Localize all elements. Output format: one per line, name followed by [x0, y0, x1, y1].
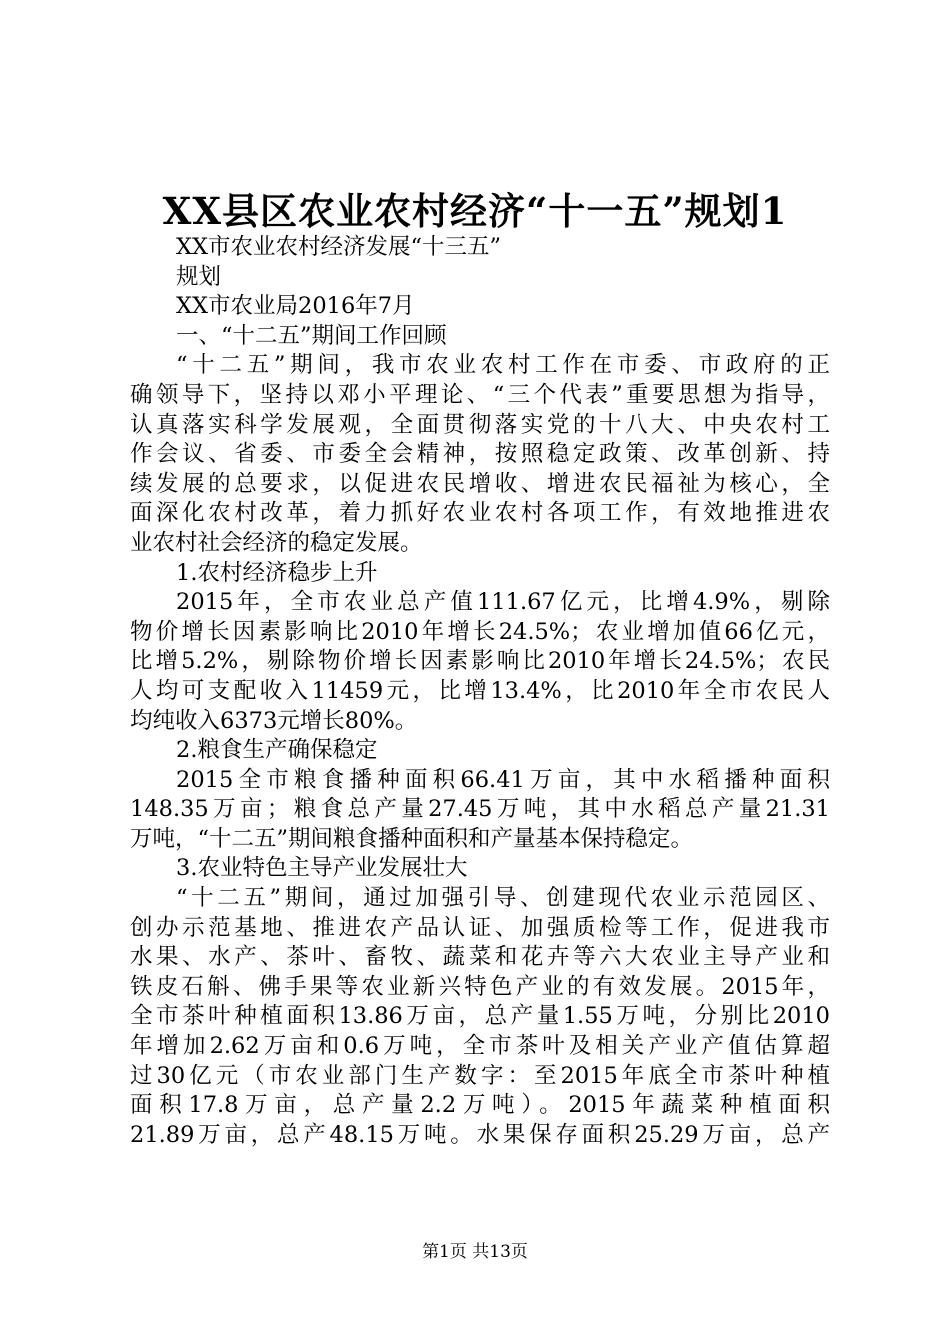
- paragraph-line: 2015全市粮食播种面积66.41万亩，其中水稻播种面积: [176, 766, 830, 793]
- paragraph-line: 万吨，“十二五”期间粮食播种面积和产量基本保持稳定。: [130, 825, 694, 852]
- paragraph-line: 148.35万亩；粮食总产量27.45万吨，其中水稻总产量21.31: [130, 796, 830, 823]
- paragraph-line: 业农村社会经济的稳定发展。: [130, 529, 423, 556]
- document-title: XX县区农业农村经济“十一五”规划1: [162, 189, 788, 233]
- paragraph-line: “十二五”期间，我市农业农村工作在市委、市政府的正: [176, 352, 830, 379]
- paragraph-line: 确领导下，坚持以邓小平理论、“三个代表”重要思想为指导，: [130, 381, 830, 408]
- subtitle-line-1: XX市农业农村经济发展“十三五”: [176, 234, 502, 260]
- section-heading-1: 一、“十二五”期间工作回顾: [176, 322, 447, 349]
- subsection-heading-1: 1.农村经济稳步上升: [176, 559, 378, 586]
- subsection-heading-3: 3.农业特色主导产业发展壮大: [176, 855, 468, 882]
- paragraph-line: 作会议、省委、市委全会精神，按照稳定政策、改革创新、持: [130, 441, 830, 468]
- paragraph-line: 过30亿元（市农业部门生产数字：至2015年底全市茶叶种植: [130, 1062, 830, 1089]
- paragraph-line: 认真落实科学发展观，全面贯彻落实党的十八大、中央农村工: [130, 411, 830, 438]
- document-body: [130, 233, 830, 1150]
- page-number: 第1页 共13页: [422, 1242, 528, 1262]
- paragraph-line: 比增5.2%，剔除物价增长因素影响比2010年增长24.5%；农民: [130, 648, 830, 675]
- paragraph-line: 面积17.8万亩，总产量2.2万吨）。2015年蔬菜种植面积: [130, 1092, 830, 1119]
- paragraph-line: 年增加2.62万亩和0.6万吨，全市茶叶及相关产业产值估算超: [130, 1033, 830, 1060]
- paragraph-line: 人均可支配收入11459元，比增13.4%，比2010年全市农民人: [130, 677, 830, 704]
- paragraph-line: 全市茶叶种植面积13.86万亩，总产量1.55万吨，分别比2010: [130, 1003, 830, 1030]
- paragraph-line: 2015年，全市农业总产值111.67亿元，比增4.9%，剔除: [176, 589, 830, 616]
- subtitle-line-2: 规划: [176, 263, 222, 290]
- subsection-heading-2: 2.粮食生产确保稳定: [176, 737, 378, 764]
- paragraph-line: 21.89万亩，总产48.15万吨。水果保存面积25.29万亩，总产: [130, 1121, 830, 1148]
- paragraph-line: 铁皮石斛、佛手果等农业新兴特色产业的有效发展。2015年，: [130, 973, 830, 1000]
- paragraph-line: 面深化农村改革，着力抓好农业农村各项工作，有效地推进农: [130, 500, 830, 527]
- paragraph-line: 均纯收入6373元增长80%。: [130, 707, 418, 734]
- author-date-line: XX市农业局2016年7月: [176, 293, 415, 320]
- paragraph-line: 水果、水产、茶叶、畜牧、蔬菜和花卉等六大农业主导产业和: [130, 944, 830, 971]
- paragraph-line: “十二五”期间，通过加强引导、创建现代农业示范园区、: [176, 885, 830, 912]
- paragraph-line: 创办示范基地、推进农产品认证、加强质检等工作，促进我市: [130, 914, 830, 941]
- paragraph-line: 续发展的总要求，以促进农民增收、增进农民福祉为核心，全: [130, 470, 830, 497]
- paragraph-line: 物价增长因素影响比2010年增长24.5%；农业增加值66亿元，: [130, 618, 830, 645]
